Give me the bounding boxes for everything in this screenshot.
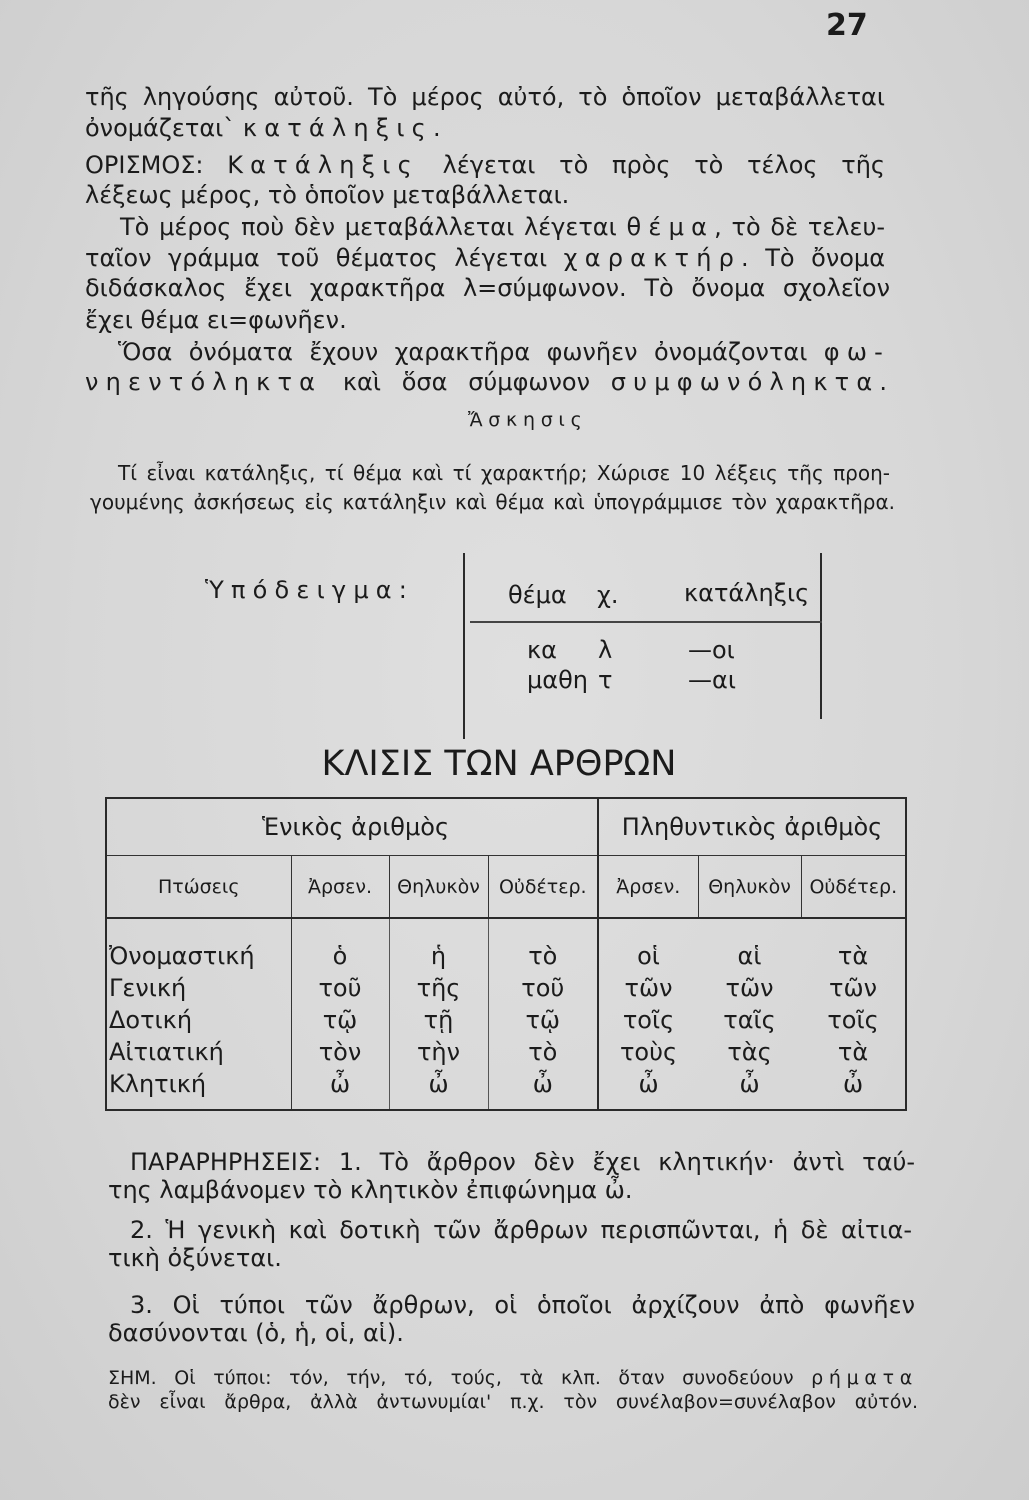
table-row xyxy=(106,972,906,1004)
text-line: τῆς ληγούσης αὐτοῦ. Τὸ μέρος αὐτό, τὸ ὁποῖον μεταβάλλεται xyxy=(85,83,885,111)
article-form: αἱ xyxy=(737,942,762,970)
column-header: Θηλυκὸν xyxy=(389,856,488,919)
article-form: τῶν xyxy=(725,974,774,1002)
text-run: ΟΡΙΣΜΟΣ: xyxy=(85,151,228,179)
text-line: λέξεως μέρος, τὸ ὁποῖον μεταβάλλεται. xyxy=(85,181,570,209)
text-line: ἔχει θέμα ει=φωνῆεν. xyxy=(85,306,347,334)
remark-line: της λαμβάνομεν τὸ κλητικὸν ἐπιφώνημα ὦ. xyxy=(108,1176,633,1204)
column-header: Θηλυκὸν xyxy=(698,856,801,919)
table-row xyxy=(106,1068,906,1110)
text-line xyxy=(85,367,887,397)
text-run: , τὸ δὲ τελευ- xyxy=(714,213,886,241)
column-header: Πτώσεις xyxy=(106,856,291,919)
article-form: τοῦ xyxy=(488,972,598,1004)
article-form: τῶν xyxy=(829,974,877,1002)
remark-line: ΠΑΡΑΡΗΡΗΣΕΙΣ: 1. Τὸ ἄρθρον δὲν ἔχει κλητικήν· ἀντὶ ταύ- xyxy=(130,1148,915,1176)
article-form: τῷ xyxy=(291,1004,389,1036)
example-header-character: χ. xyxy=(597,581,619,609)
article-form: τοῖς xyxy=(827,1006,879,1034)
example-header-stem: θέμα xyxy=(508,581,567,609)
column-header: Οὐδέτερ. xyxy=(801,856,906,919)
column-header: Ἀρσεν. xyxy=(598,856,698,919)
article-form: ἡ xyxy=(389,918,488,972)
text-line: διδάσκαλος ἔχει χαρακτῆρα λ=σύμφωνον. Τὸ ὄνομα σχολεῖον xyxy=(85,274,890,302)
example-ending: —αι xyxy=(688,666,736,694)
exercise-line: Τί εἶναι κατάληξις, τί θέμα καὶ τί χαρακτήρ; Χώρισε 10 λέξεις τῆς προη- xyxy=(118,461,890,485)
text-run: Ὅσα ὀνόματα ἔχουν χαρακτῆρα φωνῆεν ὀνομάζονται xyxy=(118,338,824,366)
text-line xyxy=(120,212,885,242)
case-label: Κλητική xyxy=(109,1070,207,1098)
emphasized-term: θέμα xyxy=(626,213,715,241)
example-character: τ xyxy=(598,666,613,694)
article-form: ὦ xyxy=(389,1068,488,1110)
case-label: Αἰτιατική xyxy=(109,1038,224,1066)
example-stem: κα xyxy=(527,636,557,664)
emphasized-term: χαρακτήρ xyxy=(563,244,742,272)
section-title: ΚΛΙΣΙΣ ΤΩΝ ΑΡΘΡΩΝ xyxy=(321,744,677,784)
article-form: ὦ xyxy=(488,1068,598,1110)
remark-line: 2. Ἡ γενικὴ καὶ δοτικὴ τῶν ἄρθρων περισπῶνται, ἡ δὲ αἰτια- xyxy=(130,1216,912,1244)
exercise-heading: Ἄσκησις xyxy=(468,409,588,431)
emphasized-term: φω- xyxy=(823,338,890,366)
text-line xyxy=(118,337,890,367)
article-form: τοῖς xyxy=(598,1004,698,1036)
example-stem: μαθη xyxy=(527,666,588,694)
article-form: τὸν xyxy=(291,1036,389,1068)
emphasized-term: νηεντόληκτα xyxy=(85,368,323,396)
gender-header-row xyxy=(106,856,906,919)
note-line: δὲν εἶναι ἄρθρα, ἀλλὰ ἀντωνυμίαι' π.χ. τὸν συνέλαβον=συνέλαβον αὐτόν. xyxy=(108,1391,918,1413)
article-form: τὰ xyxy=(837,1038,869,1066)
article-form: οἱ xyxy=(598,918,698,972)
emphasized-term: κατάληξις xyxy=(242,114,433,142)
article-form: τὰ xyxy=(837,942,869,970)
article-form: τῶν xyxy=(598,972,698,1004)
column-header: Ἀρσεν. xyxy=(291,856,389,919)
case-label: Ὀνομαστική xyxy=(109,942,255,970)
emphasized-term: συμφωνόληκτα xyxy=(610,368,880,396)
example-ending: —οι xyxy=(688,636,735,664)
text-run: λέγεται τὸ πρὸς τὸ τέλος τῆς xyxy=(418,151,885,179)
text-run: ὀνομάζεται` xyxy=(85,114,243,142)
article-form: τὸ xyxy=(488,1036,598,1068)
table-row xyxy=(106,918,906,972)
text-run: Τὸ μέρος ποὺ δὲν μεταβάλλεται λέγεται xyxy=(120,213,627,241)
plural-heading: Πληθυντικὸς ἀριθμὸς xyxy=(598,798,906,856)
table-row xyxy=(106,1036,906,1068)
case-label: Γενική xyxy=(109,974,187,1002)
article-form: τὸ xyxy=(488,918,598,972)
text-run: . xyxy=(879,368,887,396)
remark-line: 3. Οἱ τύποι τῶν ἄρθρων, οἱ ὁποῖοι ἀρχίζουν ἀπὸ φωνῆεν xyxy=(130,1291,915,1319)
example-label: Ὑπόδειγμα: xyxy=(205,576,415,604)
text-run: ΣΗΜ. Οἱ τύποι: τόν, τήν, τό, τούς, τὰ κλπ. ὅταν συνοδεύουν xyxy=(108,1367,812,1389)
article-form: ὦ xyxy=(842,1070,864,1098)
definition-line xyxy=(85,150,885,180)
article-form: τῇ xyxy=(389,1004,488,1036)
note-line xyxy=(108,1366,918,1390)
emphasized-term: ρήματα xyxy=(811,1367,918,1389)
text-run: . xyxy=(432,114,441,142)
singular-heading: Ἑνικὸς ἀριθμὸς xyxy=(106,798,598,856)
example-divider-left xyxy=(463,553,465,739)
text-line xyxy=(85,243,885,273)
exercise-line: γουμένης ἀσκήσεως εἰς κατάληξιν καὶ θέμα καὶ ὑπογράμμισε τὸν χαρακτῆρα. xyxy=(90,490,895,514)
article-form: ὦ xyxy=(598,1068,698,1110)
number-header-row xyxy=(106,798,906,856)
article-form: τὴν xyxy=(389,1036,488,1068)
case-label: Δοτική xyxy=(109,1006,193,1034)
article-form: ὦ xyxy=(291,1068,389,1110)
page-number: 27 xyxy=(826,8,868,43)
example-divider-right xyxy=(820,553,822,719)
article-form: ταῖς xyxy=(723,1006,776,1034)
article-form: τῆς xyxy=(389,972,488,1004)
emphasized-term: Κατάληξις xyxy=(227,151,419,179)
remark-line: δασύνονται (ὁ, ἡ, οἱ, αἱ). xyxy=(108,1319,404,1347)
text-run: ταῖον γράμμα τοῦ θέματος λέγεται xyxy=(85,244,564,272)
article-form: τῷ xyxy=(488,1004,598,1036)
example-header-rule xyxy=(470,621,822,623)
article-declension-table xyxy=(105,797,907,1111)
remark-line: τικὴ ὀξύνεται. xyxy=(108,1244,282,1272)
text-line xyxy=(85,113,441,143)
example-header-ending: κατάληξις xyxy=(684,579,810,607)
article-form: ὦ xyxy=(739,1070,760,1098)
article-form: τὰς xyxy=(727,1038,772,1066)
text-run: . Τὸ ὄνομα xyxy=(741,244,886,272)
article-form: τοὺς xyxy=(598,1036,698,1068)
column-header: Οὐδέτερ. xyxy=(488,856,598,919)
text-run: καὶ ὅσα σύμφωνον xyxy=(322,368,611,396)
table-row xyxy=(106,1004,906,1036)
article-form: τοῦ xyxy=(291,972,389,1004)
example-character: λ xyxy=(598,636,613,664)
article-form: ὁ xyxy=(291,918,389,972)
